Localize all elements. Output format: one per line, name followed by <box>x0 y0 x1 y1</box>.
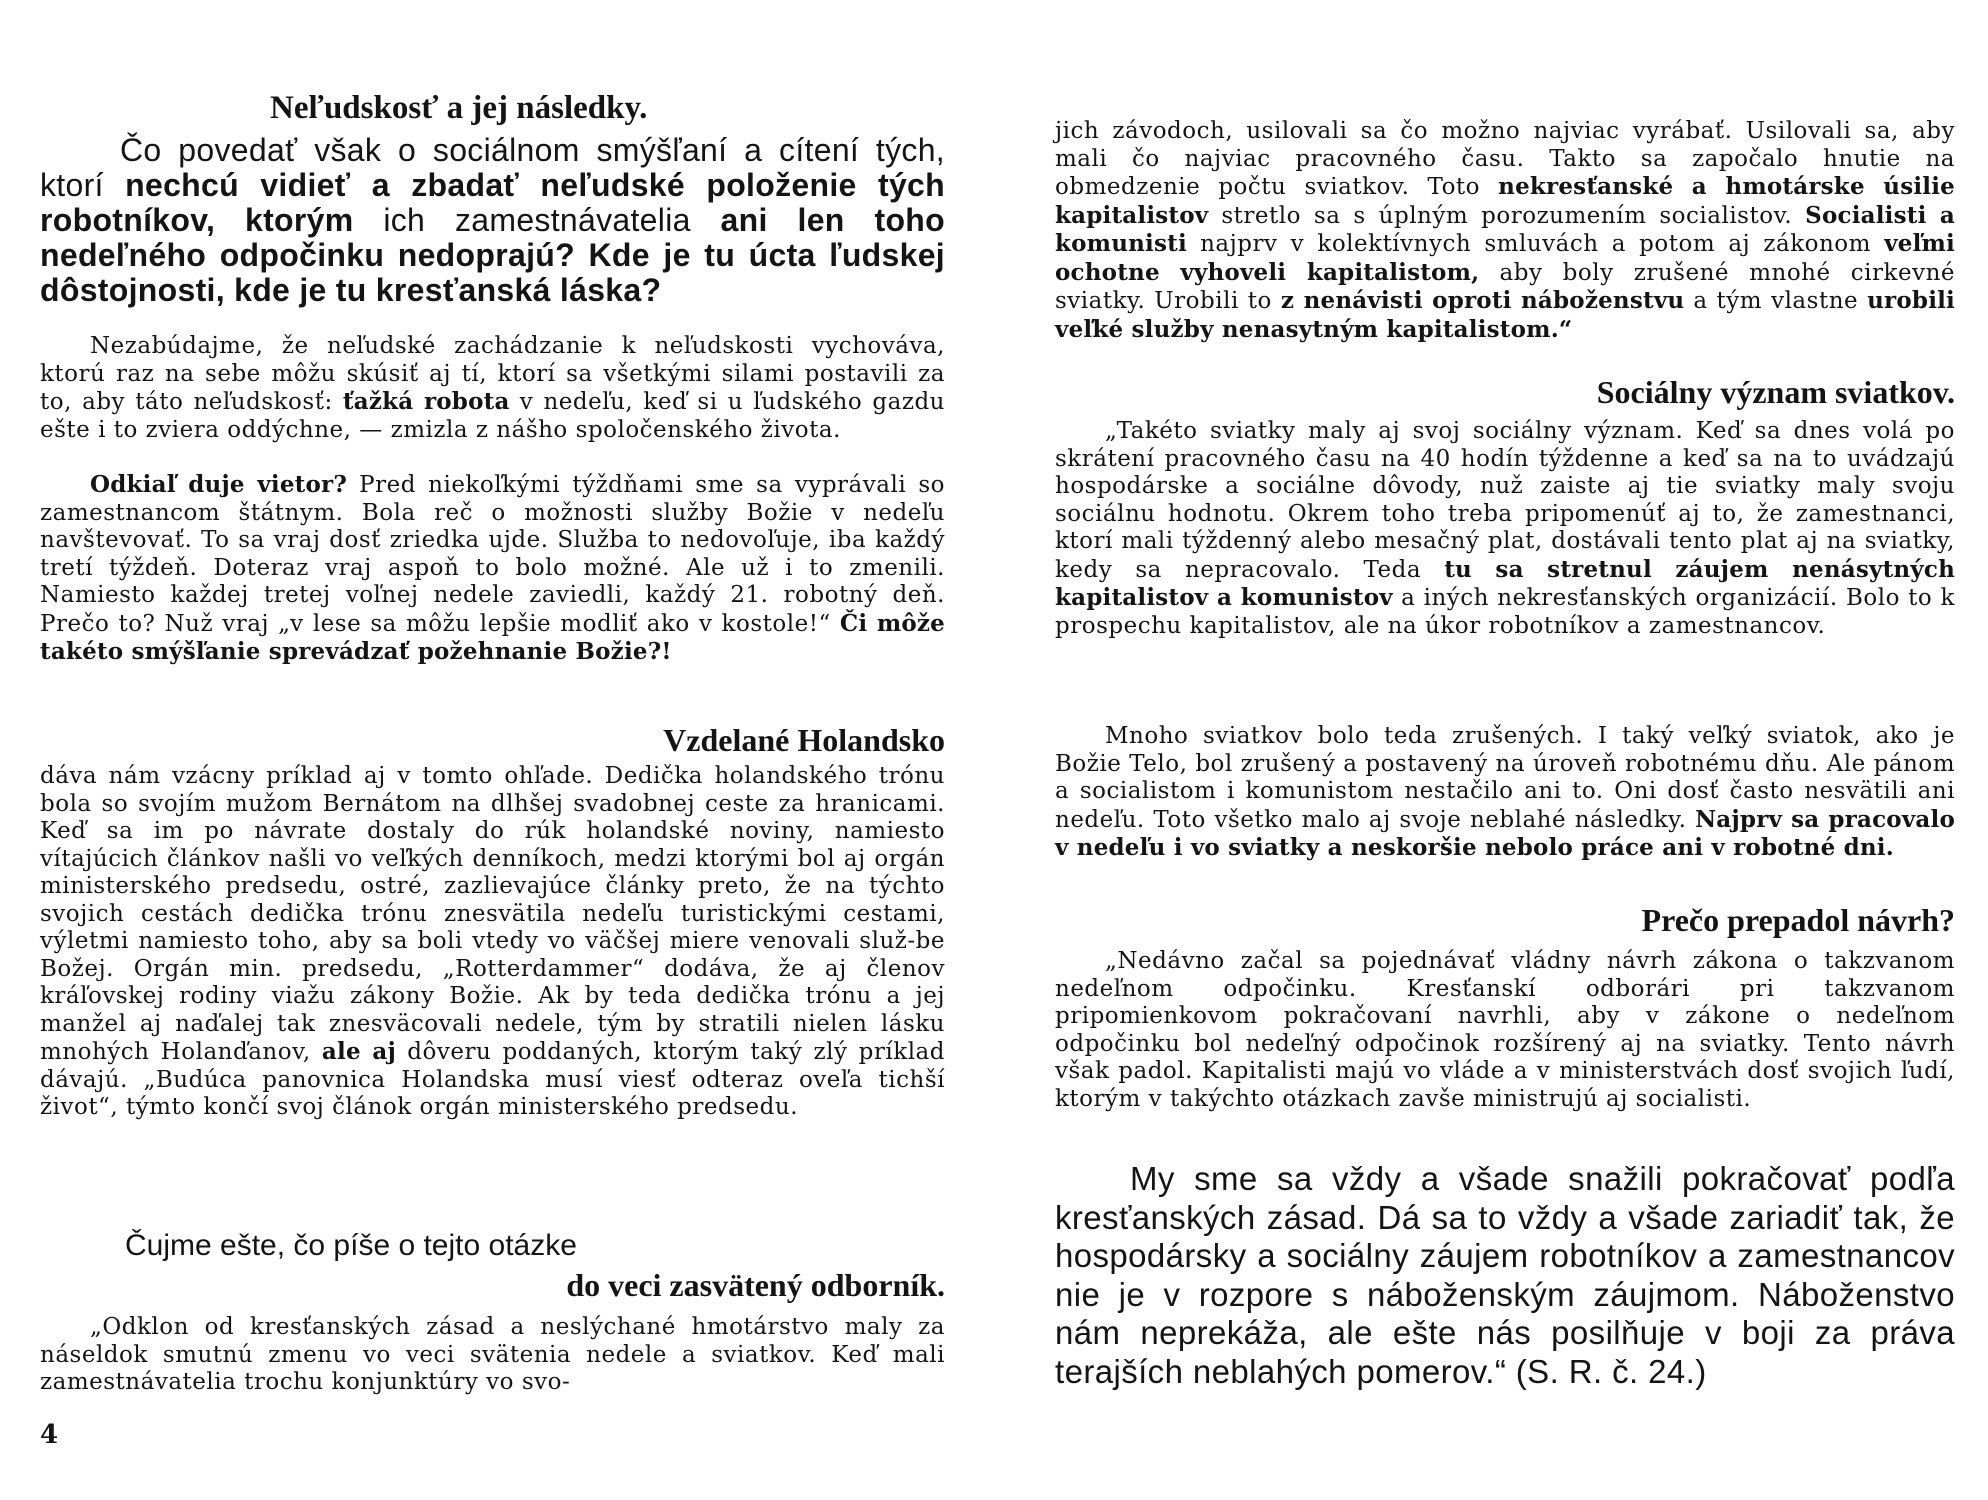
p1-bold-1: ťažká robota <box>342 388 510 415</box>
intro-text-2: ich zamestnávatelia <box>353 202 721 238</box>
paragraph-odklon: „Odklon od kresťanských zásad a neslýchané hmotárstvo maly za náseldok smutnú zmenu vo veci svätenia nedele a sviatkov. Keď mali zamestnávatelia trochu konjunktúry vo svo- <box>40 1314 945 1395</box>
intro-paragraph <box>40 133 945 308</box>
page-number: 4 <box>40 1420 59 1450</box>
rp2-text-2: a iných nekresťanských organizácií. Bolo to k prospechu kapitalistov, ale na úkor robotníkov a zamestnancov. <box>1055 585 1955 639</box>
rp1-bold-4: z nenávisti oproti náboženstvu <box>1280 287 1685 314</box>
rp1-bold-1: nekresťanské a hmotárske úsilie kapitalistov <box>1055 173 1955 229</box>
rp3-bold-1: Najprv sa pracovalo v nedeľu i vo sviatky a neskoršie nebolo práce ani v robotné dni. <box>1055 805 1955 861</box>
paragraph-continuation <box>1055 118 1955 344</box>
heading-preco-prepadol: Prečo prepadol návrh? <box>1641 902 1955 938</box>
p1-text-1: Nezabúdajme, že neľudské zachádzanie k neľudskosti vychováva, ktorú raz na sebe môžu skúsiť aj tí, ktorí sa všetkými silami postavili za to, aby táto neľudskosť: <box>40 333 945 415</box>
p3-text-2: dôveru poddaných, ktorým taký zlý príklad dávajú. „Budúca panovnica Holandska musí viesť odteraz oveľa tichší život“, týmto končí svoj článok orgán ministerského predsedu. <box>40 1039 945 1120</box>
p3-bold-1: ale aj <box>321 1038 397 1065</box>
closing-text: My sme sa vždy a všade snažili pokračovať podľa kresťanských zásad. Dá sa to vždy a všade zariadiť tak, že hospodársky a sociálny záujem robotníkov a zamestnancov nie je v rozpore s náboženským záujmom. Náboženstvo nám neprekáža, ale ešte nás posilňuje v boji za práva terajších neblahých pomerov.“ (S. R. č. 24.) <box>1055 1160 1955 1390</box>
rp2-text-1: „Takéto sviatky maly aj svoj sociálny význam. Keď sa dnes volá po skrátení pracovného času na 40 hodín týždenne a keď sa na to uvádzajú hospodárske a sociálne dôvody, nuž zaiste aj tie sviatky maly svoju sociálnu hodnotu. Okrem toho treba pripomenúť aj to, že zamestnanci, ktorí mali týždenný alebo mesačný plat, dostávali tento plat aj na sviatky, kedy sa nepracovalo. Teda <box>1055 418 1955 583</box>
p2-text-1: Pred niekoľkými týždňami sme sa vyprávali so zamestnancom štátnym. Bola reč o možnosti služby Božie v nedeľu navštevovať. To sa vraj dosť zriedka ujde. Služba to nedovoľuje, iba každý tretí týždeň. Doteraz vraj aspoň to bolo možné. Ale už i to zmenili. Namiesto každej tretej voľnej nedele zaviedli, každý 21. robotný deň. Prečo to? Nuž vraj „v lese sa môžu lepšie modliť ako v kostole!“ <box>40 472 945 637</box>
rp1-text-4: aby boly zrušené mnohé cirkevné sviatky. Urobili to <box>1055 259 1955 314</box>
rp1-text-5: a tým vlastne <box>1684 288 1868 314</box>
p3-text-1: dáva nám vzácny príklad aj v tomto ohľade. Dedička holandského trónu bola so svojím mužom Bernátom na dlhšej svadobnej ceste za hranicami. Keď sa im po návrate dostaly do rúk holandské noviny, namiesto vítajúcich článkov našli vo veľkých denníkoch, medzi ktorými bol aj orgán ministerského predsedu, ostré, zazlievajúce články preto, že na týchto svojich cestách dedička trónu znesvätila nedeľu turistickými cestami, výletmi namiesto toho, aby sa boli vtedy vo väčšej miere venovali služ-be Božej. Orgán min. predsedu, „Rotterdammer“ dodáva, že aj členov kráľovskej rodiny viažu zákony Božie. Ak by teda dedička trónu a jej manžel aj naďalej tak znesväcovali nedele, tým by stratili nielen lásku mnohých Holanďanov, <box>40 763 945 1065</box>
heading-socialny-vyznam: Sociálny význam sviatkov. <box>1596 374 1955 410</box>
heading-vzdelane-holandsko: Vzdelané Holandsko <box>663 722 945 758</box>
paragraph-mnoho-sviatkov <box>1055 723 1955 863</box>
heading-odbornik: do veci zasvätený odborník. <box>566 1267 945 1303</box>
paragraph-taketo-sviatky <box>1055 418 1955 640</box>
paragraph-odkial-duje-vietor <box>40 471 945 667</box>
rp1-text-2: stretlo sa s úplným porozumením socialistov. <box>1208 202 1806 229</box>
rp1-bold-3: veľmi ochotne vyhoveli kapitalistom, <box>1055 230 1955 286</box>
closing-paragraph <box>1055 1160 1955 1391</box>
rp3-text-1: Mnoho sviatkov bolo teda zrušených. I taký veľký sviatok, ako je Božie Telo, bol zrušený a postavený na úroveň robotnému dňu. Ale pánom a socialistom i komunistom nestačilo ani to. Oni dosť často nesvätili ani nedeľu. Toto všetko malo aj svoje neblahé následky. <box>1055 723 1955 833</box>
rp1-text-1: jich závodoch, usilovali sa čo možno najviac vyrábať. Usilovali sa, aby mali čo najviac pracovného času. Takto sa započalo hnutie na obmedzenie počtu sviatkov. Toto <box>1055 118 1955 200</box>
paragraph-nezabudajme <box>40 333 945 444</box>
rp1-text-3: najprv v kolektívnych smluvách a potom aj zákonom <box>1186 231 1885 257</box>
intro-text-1: Čo povedať však o sociálnom smýšľaní a cítení tých, ktorí <box>40 132 945 203</box>
rp2-bold-1: tu sa stretnul záujem nenásytných kapitalistov a komunistov <box>1055 555 1956 611</box>
paragraph-holandsko <box>40 763 945 1122</box>
lead-line-cujme: Čujme ešte, čo píše o tejto otázke <box>125 1229 577 1262</box>
rp1-bold-5: urobili veľké služby nenasytným kapitalistom.“ <box>1055 287 1955 343</box>
p1-text-2: v nedeľu, keď si u ľudského gazdu ešte i to zviera oddýchne, — zmizla z nášho spoločenského života. <box>40 389 945 443</box>
heading-nerudskost: Neľudskosť a jej následky. <box>270 90 648 126</box>
p2-bold-2: Či môže takéto smýšľanie sprevádzať požehnanie Božie?! <box>40 609 945 665</box>
rp1-bold-2: Socialisti a komunisti <box>1055 201 1955 257</box>
intro-bold-2: ani len toho nedeľného odpočinku nedoprajú? Kde je tu úcta ľudskej dôstojnosti, kde je tu kresťanská láska? <box>40 202 945 308</box>
paragraph-nedavno: „Nedávno začal sa pojednávať vládny návrh zákona o takzvanom nedeľnom odpočinku. Kresťanskí odborári pri takzvanom pripomienkovom pokračovaní navrhli, aby v zákone o nedeľnom odpočinku bol nedeľný odpočinok rozšírený aj na sviatky. Tento návrh však padol. Kapitalisti majú vo vláde a v ministerstvách dosť svojich ľudí, ktorým v takýchto otázkach zavše ministrujú aj socialisti. <box>1055 948 1955 1112</box>
intro-bold-1: nechcú vidieť a zbadať neľudské položenie tých robotníkov, ktorým <box>40 167 945 238</box>
p2-bold-1: Odkiaľ duje vietor? <box>90 471 348 498</box>
